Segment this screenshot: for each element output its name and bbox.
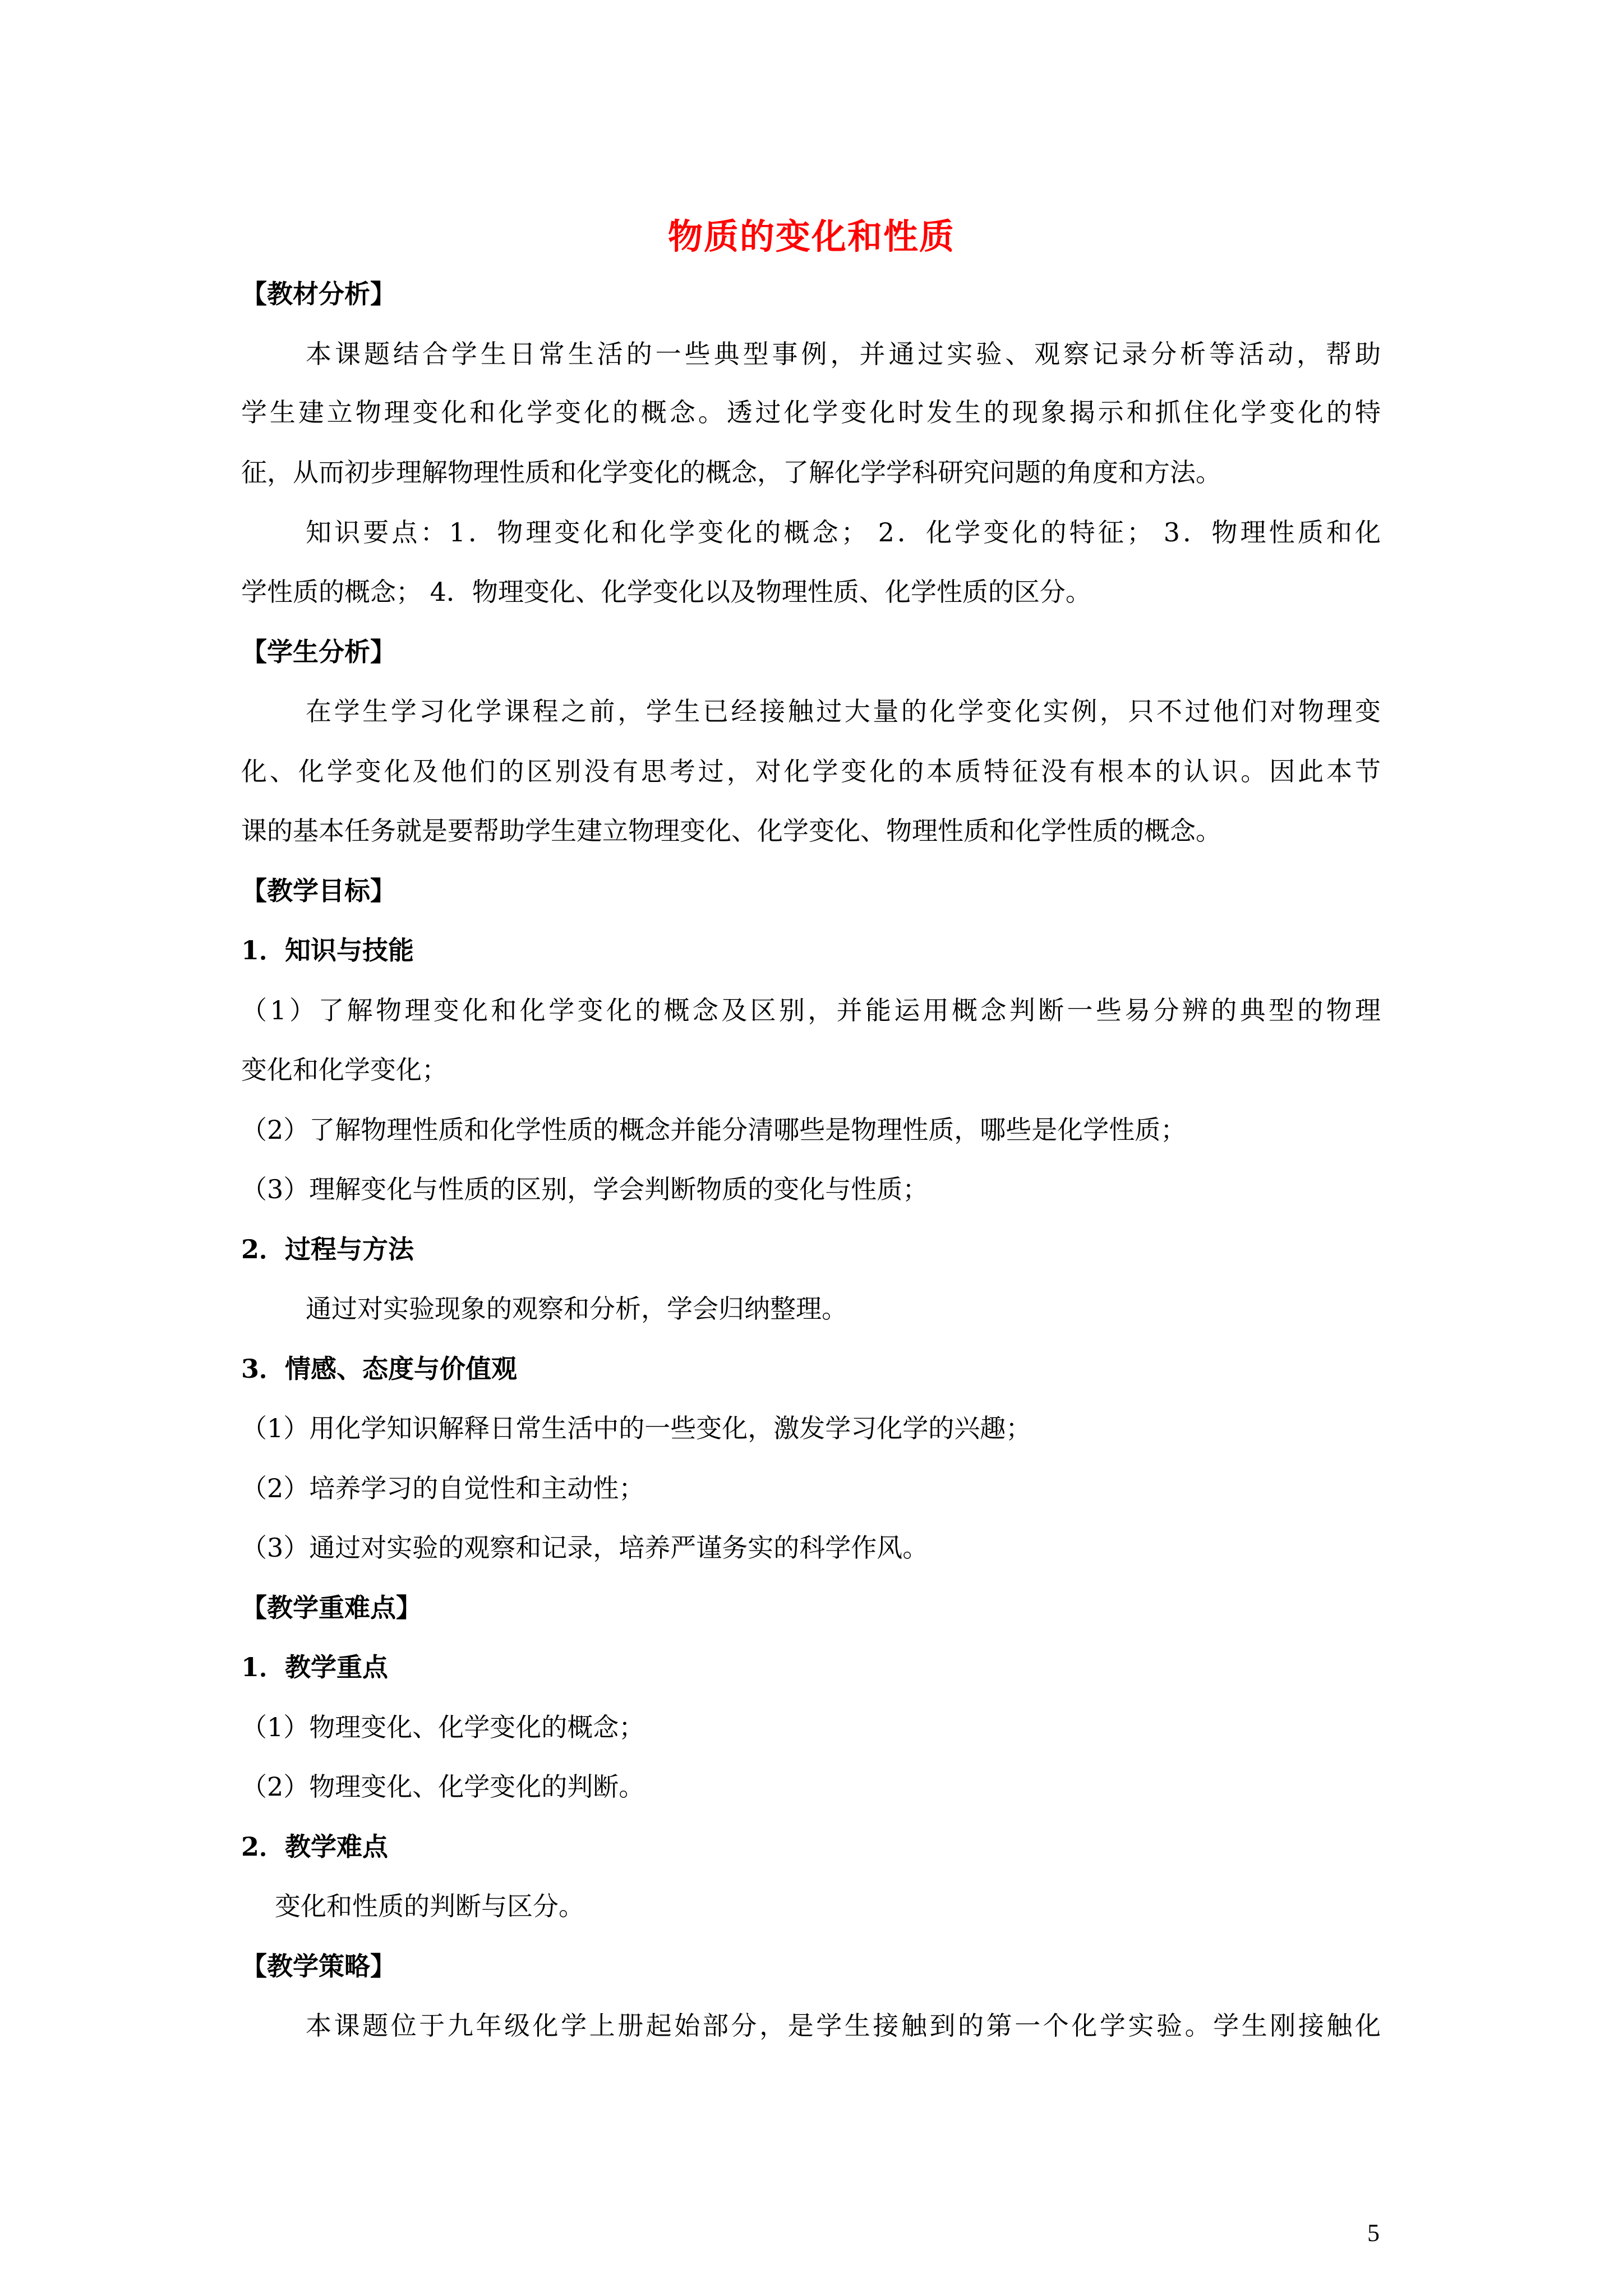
section-heading-teaching-strategy: 【教学策略】 [241,1951,396,1981]
paragraph-line: 变化和性质的判断与区分。 [275,1891,584,1921]
list-item: 变化和化学变化； [241,1055,448,1085]
page-number: 5 [1367,2219,1380,2247]
list-item: （2）了解物理性质和化学性质的概念并能分清哪些是物理性质，哪些是化学性质； [241,1115,1187,1145]
list-item: （2）培养学习的自觉性和主动性； [241,1473,645,1503]
list-item: （3）通过对实验的观察和记录，培养严谨务实的科学作风。 [241,1533,929,1563]
list-item: （2）物理变化、化学变化的判断。 [241,1772,645,1802]
section-heading-textbook-analysis: 【教材分析】 [241,279,396,309]
list-item: （3）理解变化与性质的区别，学会判断物质的变化与性质； [241,1174,929,1204]
subheading: 2．过程与方法 [241,1234,414,1264]
paragraph-line: 通过对实验现象的观察和分析，学会归纳整理。 [306,1294,847,1324]
paragraph-line: 化、化学变化及他们的区别没有思考过，对化学变化的本质特征没有根本的认识。因此本节 [241,756,1381,786]
paragraph-line: 知识要点：1．物理变化和化学变化的概念； 2．化学变化的特征； 3．物理性质和化 [306,517,1381,547]
list-item: （1）用化学知识解释日常生活中的一些变化，激发学习化学的兴趣； [241,1413,1032,1443]
subheading: 2．教学难点 [241,1832,389,1862]
paragraph-line: 在学生学习化学课程之前，学生已经接触过大量的化学变化实例，只不过他们对物理变 [306,696,1381,726]
paragraph-line: 本课题结合学生日常生活的一些典型事例，并通过实验、观察记录分析等活动，帮助 [306,339,1381,369]
paragraph-line: 征，从而初步理解物理性质和化学变化的概念，了解化学学科研究问题的角度和方法。 [241,457,1221,487]
paragraph-line: 学性质的概念； 4．物理变化、化学变化以及物理性质、化学性质的区分。 [241,577,1091,607]
subheading: 3．情感、态度与价值观 [241,1354,518,1384]
paragraph-line: 本课题位于九年级化学上册起始部分，是学生接触到的第一个化学实验。学生刚接触化 [306,2010,1381,2041]
list-item: （1）了解物理变化和化学变化的概念及区别，并能运用概念判断一些易分辨的典型的物理 [241,995,1381,1025]
paragraph-line: 学生建立物理变化和化学变化的概念。透过化学变化时发生的现象揭示和抓住化学变化的特 [241,397,1381,427]
paragraph-line: 课的基本任务就是要帮助学生建立物理变化、化学变化、物理性质和化学性质的概念。 [241,816,1221,846]
section-heading-teaching-objectives: 【教学目标】 [241,876,396,906]
section-heading-student-analysis: 【学生分析】 [241,637,396,667]
subheading: 1．教学重点 [241,1652,389,1682]
section-heading-key-difficult-points: 【教学重难点】 [241,1593,422,1623]
subheading: 1．知识与技能 [241,935,414,965]
page-title: 物质的变化和性质 [667,216,955,257]
list-item: （1）物理变化、化学变化的概念； [241,1712,645,1742]
